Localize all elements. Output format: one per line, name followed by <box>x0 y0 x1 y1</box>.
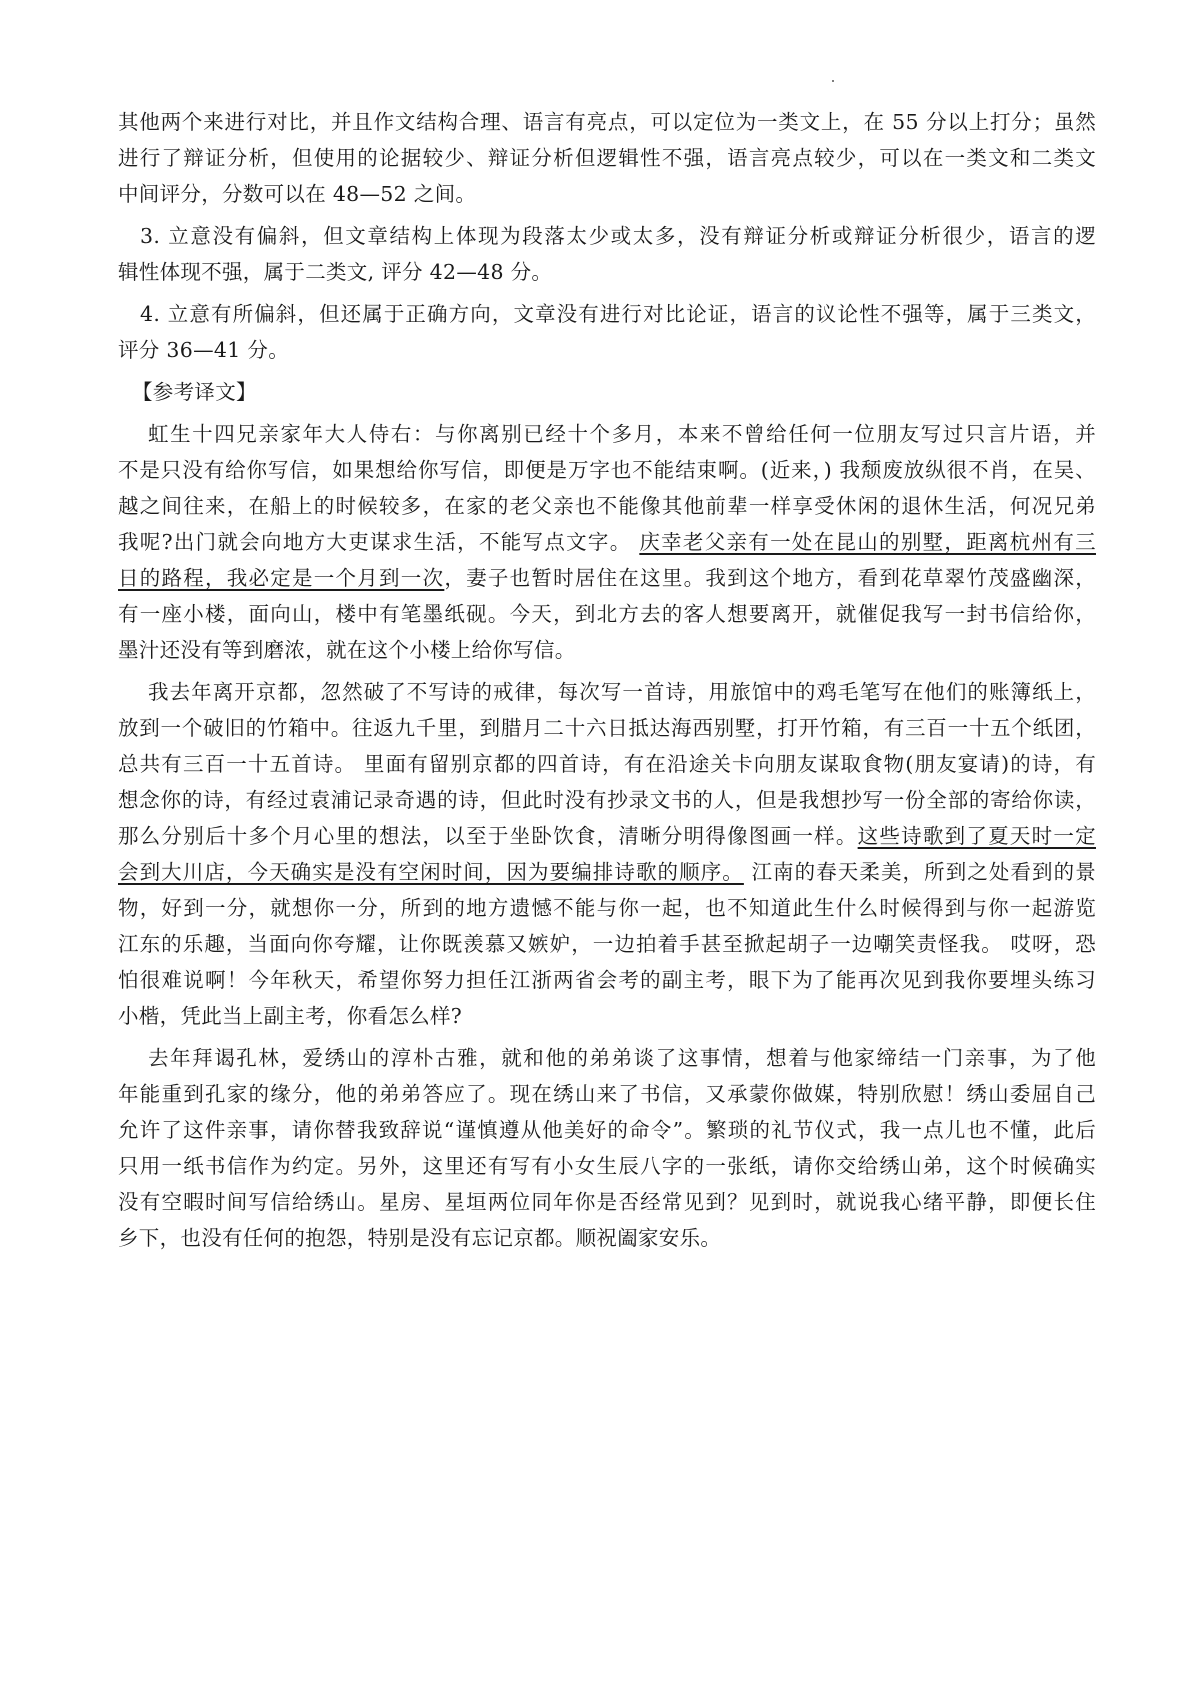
text-line: 不是只没有给你写信，如果想给你写信，即便是万字也不能结束啊。(近来，) 我颓废放纵很不肖，在吴、 <box>118 458 1096 482</box>
text-line: 年能重到孔家的缘分，他的弟弟答应了。现在绣山来了书信，又承蒙你做媒，特别欣慰！绣山委屈自己 <box>118 1082 1096 1106</box>
underlined-text: 会到大川店，今天确实是没有空闲时间，因为要编排诗歌的顺序。 <box>118 860 744 884</box>
text-line: 放到一个破旧的竹箱中。往返九千里，到腊月二十六日抵达海西别墅，打开竹箱，有三百一十五个纸团， <box>118 716 1096 740</box>
text-line: 虹生十四兄亲家年大人侍右：与你离别已经十个多月，本来不曾给任何一位朋友写过只言片语，并 <box>148 422 1096 446</box>
text-line <box>118 854 1096 890</box>
text-line: 乡下，也没有任何的抱怨，特别是没有忘记京都。顺祝阖家安乐。 <box>118 1226 722 1250</box>
text-line: 有一座小楼，面向山，楼中有笔墨纸砚。今天，到北方去的客人想要离开，就催促我写一封书信给你， <box>118 602 1096 626</box>
text-line: 物，好到一分，就想你一分，所到的地方遗憾不能与你一起，也不知道此生什么时候得到与你一起游览 <box>118 896 1096 920</box>
text-span: 江南的春天柔美，所到之处看到的景 <box>743 860 1096 884</box>
text-line: 4. 立意有所偏斜，但还属于正确方向，文章没有进行对比论证，语言的议论性不强等，属于三类文， <box>140 302 1096 326</box>
paragraph-grading-1 <box>118 104 1096 212</box>
text-line: 越之间往来，在船上的时候较多，在家的老父亲也不能像其他前辈一样享受休闲的退休生活，何况兄弟 <box>118 494 1096 518</box>
text-line: 江东的乐趣，当面向你夸耀，让你既羡慕又嫉妒，一边拍着手甚至掀起胡子一边嘲笑责怪我。 哎呀，恐 <box>118 932 1096 956</box>
text-line: 辑性体现不强，属于二类文, 评分 42—48 分。 <box>118 260 553 284</box>
text-line: 评分 36—41 分。 <box>118 338 290 362</box>
paragraph-grading-4 <box>118 296 1096 368</box>
paragraph-grading-3 <box>118 218 1096 290</box>
text-line <box>118 560 1096 596</box>
underlined-text: 日的路程，我必定是一个月到一次 <box>118 566 445 590</box>
text-line: 我去年离开京都，忽然破了不写诗的戒律，每次写一首诗，用旅馆中的鸡毛笔写在他们的账簿纸上， <box>148 680 1096 704</box>
text-line: 小楷，凭此当上副主考，你看怎么样? <box>118 1004 463 1028</box>
section-heading-reference-translation <box>118 374 1096 410</box>
paragraph-translation-3 <box>118 1040 1096 1256</box>
paragraph-translation-2 <box>118 674 1096 1034</box>
text-line: 怕很难说啊！今年秋天，希望你努力担任江浙两省会考的副主考，眼下为了能再次见到我你要埋头练习 <box>118 968 1096 992</box>
text-span: 那么分别后十多个月心里的想法，以至于坐卧饮食，清晰分明得像图画一样。 <box>118 824 858 848</box>
text-line: 想念你的诗，有经过袁浦记录奇遇的诗，但此时没有抄录文书的人，但是我想抄写一份全部的寄给你读， <box>118 788 1096 812</box>
text-line: 其他两个来进行对比，并且作文结构合理、语言有亮点，可以定位为一类文上，在 55 分以上打分；虽然 <box>118 110 1096 134</box>
underlined-text: 这些诗歌到了夏天时一定 <box>857 824 1096 848</box>
text-span: ，妻子也暂时居住在这里。我到这个地方，看到花草翠竹茂盛幽深， <box>444 566 1096 590</box>
text-line: 没有空暇时间写信给绣山。星房、星垣两位同年你是否经常见到？见到时，就说我心绪平静，即便长住 <box>118 1190 1096 1214</box>
document-page <box>118 104 1096 1256</box>
section-heading: 【参考译文】 <box>132 380 257 404</box>
underlined-text: 庆幸老父亲有一处在昆山的别墅，距离杭州有三 <box>639 530 1096 554</box>
text-line <box>118 524 1096 560</box>
text-line: 3. 立意没有偏斜，但文章结构上体现为段落太少或太多，没有辩证分析或辩证分析很少，语言的逻 <box>140 224 1096 248</box>
text-line: 允许了这件亲事，请你替我致辞说“谨慎遵从他美好的命令”。繁琐的礼节仪式，我一点儿也不懂，此后 <box>118 1118 1096 1142</box>
text-line: 去年拜谒孔林，爱绣山的淳朴古雅，就和他的弟弟谈了这事情，想着与他家缔结一门亲事，为了他 <box>148 1046 1096 1070</box>
text-line: 只用一纸书信作为约定。另外，这里还有写有小女生辰八字的一张纸，请你交给绣山弟，这个时候确实 <box>118 1154 1096 1178</box>
text-line <box>118 818 1096 854</box>
paragraph-translation-1 <box>118 416 1096 668</box>
text-line: 进行了辩证分析，但使用的论据较少、辩证分析但逻辑性不强，语言亮点较少，可以在一类文和二类文 <box>118 146 1096 170</box>
text-line: 总共有三百一十五首诗。 里面有留别京都的四首诗，有在沿途关卡向朋友谋取食物(朋友宴请)的诗，有 <box>118 752 1096 776</box>
text-line: 中间评分，分数可以在 48—52 之间。 <box>118 182 477 206</box>
scan-dot <box>832 80 834 82</box>
text-line: 墨汁还没有等到磨浓，就在这个小楼上给你写信。 <box>118 638 576 662</box>
text-span: 我呢?出门就会向地方大吏谋求生活，不能写点文字。 <box>118 530 632 554</box>
